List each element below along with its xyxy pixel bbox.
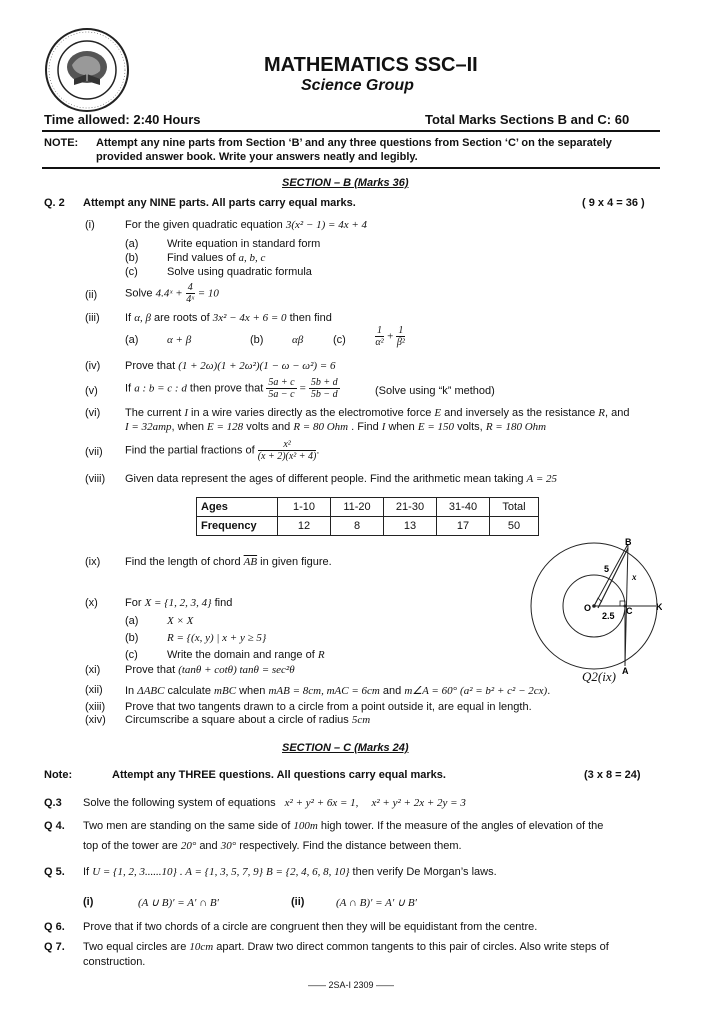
- section-c-heading: SECTION – C (Marks 24): [282, 742, 409, 754]
- part-iv-lead: Prove that: [125, 360, 176, 372]
- label-length-5: 5: [604, 564, 610, 574]
- part-ii-text: [125, 282, 219, 305]
- part-iii-equation: 3x² − 4x + 6 = 0: [212, 312, 287, 324]
- part-x-b-math: R = {(x, y) | x + y ≥ 5}: [167, 632, 267, 644]
- part-iii-text: [125, 312, 332, 324]
- q6-text: Prove that if two chords of a circle are congruent then they will be equidistant from the centre.: [83, 921, 538, 933]
- q4-l2c: respectively. Find the distance between them.: [239, 840, 462, 852]
- part-xii-mbc: mBC: [214, 685, 237, 697]
- q4-l2a: top of the tower are: [83, 840, 178, 852]
- part-iii-c-frac1-den: α²: [375, 337, 384, 348]
- q4-line1: [83, 820, 603, 832]
- part-x-set: X = {1, 2, 3, 4}: [144, 597, 212, 609]
- part-iii-c-label: (c): [333, 334, 346, 346]
- part-xiii-number: (xiii): [85, 701, 106, 713]
- part-iii-if: If: [125, 312, 132, 324]
- part-x-a-math: X × X: [167, 615, 194, 627]
- q5-text: [83, 866, 497, 878]
- label-length-x: x: [632, 572, 637, 582]
- part-x-lead: For: [125, 597, 142, 609]
- q5-tail: then verify De Morgan’s laws.: [352, 866, 497, 878]
- part-v-note: (Solve using “k” method): [375, 385, 495, 397]
- total-marks: Total Marks Sections B and C: 60: [425, 112, 630, 127]
- q7-distance: 10cm: [189, 941, 214, 953]
- part-ii-frac-den: 4ˣ: [186, 294, 195, 305]
- label-length-2-5: 2.5: [602, 611, 615, 621]
- part-vi-l2i: E = 150: [417, 421, 454, 433]
- part-ii-eq-pre: 4.4ˣ +: [155, 287, 183, 300]
- q3-eq1: x² + y² + 6x = 1,: [284, 797, 359, 809]
- part-v-frac2-den: 5b − d: [310, 389, 338, 400]
- part-xii-t4: and: [382, 685, 402, 697]
- q7-line2: construction.: [83, 956, 146, 968]
- table-cell: 50: [490, 517, 539, 536]
- part-vi-l2k: R = 180 Ohm: [485, 421, 547, 433]
- part-iii-number: (iii): [85, 312, 100, 324]
- q4-angle1: 20°: [180, 840, 197, 852]
- part-iii-c-frac2-num: 1: [398, 325, 404, 336]
- part-viii-number: (viii): [85, 473, 106, 485]
- q5-i-equation: (A ∪ B)′ = A′ ∩ B′: [138, 897, 219, 909]
- part-i-b-text: [167, 252, 265, 264]
- time-allowed: Time allowed: 2:40 Hours: [44, 112, 201, 127]
- part-xiv-math: 5cm: [351, 714, 371, 726]
- label-a: A: [622, 666, 629, 676]
- part-xii-number: (xii): [85, 684, 103, 696]
- part-v-if: If: [125, 382, 132, 395]
- q2-marks: ( 9 x 4 = 36 ): [582, 197, 645, 209]
- note-line-1: Attempt any nine parts from Section ‘B’ and any three questions from Section ‘C’ on the separately: [96, 137, 612, 149]
- part-vii-frac-den: (x + 2)(x² + 4): [257, 451, 317, 462]
- table-row: [197, 498, 539, 517]
- part-v-frac1-num: 5a + c: [268, 377, 295, 388]
- label-c: C: [626, 606, 633, 616]
- part-v-equals: =: [299, 382, 306, 395]
- part-v-frac2-num: 5b + d: [310, 377, 338, 388]
- q7-line1: [83, 941, 609, 953]
- part-vi-l2a: I = 32amp: [125, 421, 172, 433]
- part-xiv-text: [125, 714, 370, 726]
- part-viii-lead: Given data represent the ages of different people. Find the arithmetic mean taking: [125, 473, 524, 485]
- part-xii-t3: when: [239, 685, 266, 697]
- part-ix-text: [125, 556, 332, 568]
- part-xii-formula: (a² = b² + c² − 2cx): [460, 685, 548, 697]
- exam-subtitle: Science Group: [301, 77, 414, 94]
- board-seal-icon: [44, 27, 130, 113]
- q4-l1a: Two men are standing on the same side of: [83, 820, 291, 832]
- q2-instruction: Attempt any NINE parts. All parts carry equal marks.: [83, 197, 356, 209]
- part-xii-sides: mAB = 8cm, mAC = 6cm: [268, 685, 380, 697]
- table-cell: Total: [490, 498, 539, 517]
- paper-code: —— 2SA-I 2309 ——: [308, 980, 395, 990]
- part-xiv-number: (xiv): [85, 714, 106, 726]
- part-iii-mid: are roots of: [154, 312, 210, 324]
- part-x-c-math: R: [317, 649, 325, 661]
- table-cell: 31-40: [437, 498, 490, 517]
- part-i-text: [125, 219, 367, 231]
- part-ii-fraction: [186, 282, 195, 305]
- part-ix-chord: $\overline{AB}$: [243, 556, 258, 568]
- q4-l2b: and: [199, 840, 218, 852]
- table-cell: 1-10: [278, 498, 331, 517]
- part-xi-number: (xi): [85, 664, 101, 676]
- table-cell: Ages: [197, 498, 278, 517]
- section-c-note-label: Note:: [44, 769, 73, 781]
- part-vi-l2e: R = 80 Ohm: [293, 421, 349, 433]
- q5-set-a: . A = {1, 3, 5, 7, 9}: [179, 866, 263, 878]
- part-iv-text: [125, 360, 335, 372]
- q5-ii-label: (ii): [291, 896, 305, 908]
- q4-line2: [83, 840, 462, 852]
- part-ix-number: (ix): [85, 556, 101, 568]
- part-x-c-text: [167, 649, 325, 661]
- q5-set-b: B = {2, 4, 6, 8, 10}: [266, 866, 350, 878]
- part-i-b-lead: Find values of: [167, 252, 236, 264]
- part-vi-l1b: in a wire varies directly as the electromotive force: [191, 407, 432, 419]
- part-xii-triangle: ΔABC: [137, 685, 165, 697]
- part-v-ratio: a : b = c : d: [134, 382, 187, 395]
- part-vi-line2: [125, 421, 546, 433]
- note-line-2: provided answer book. Write your answers neatly and legibly.: [96, 151, 418, 163]
- figure-caption: Q2(ix): [582, 669, 616, 684]
- part-iii-c-frac2-den: β²: [396, 337, 405, 348]
- part-i-number: (i): [85, 219, 95, 231]
- q4-number: Q 4.: [44, 820, 65, 832]
- part-iii-b-math: αβ: [292, 334, 304, 346]
- part-v-frac1: [266, 377, 296, 400]
- part-xi-text: [125, 664, 295, 676]
- part-xiv-lead: Circumscribe a square about a circle of radius: [125, 714, 349, 726]
- table-cell: 11-20: [331, 498, 384, 517]
- part-vi-number: (vi): [85, 407, 101, 419]
- part-i-c-text: Solve using quadratic formula: [167, 266, 312, 278]
- part-vii-text: Find the partial fractions of $\frac{\text{x²}}{\text{(x + 2)(x² + 4)}}$ .: [125, 439, 320, 462]
- part-i-lead: For the given quadratic equation: [125, 219, 283, 231]
- part-vi-I: I: [184, 407, 188, 419]
- part-i-b-label: (b): [125, 252, 139, 264]
- q7-l1b: apart. Draw two direct common tangents to this pair of circles. Also write steps of: [216, 941, 609, 953]
- q3-lead: Solve the following system of equations: [83, 797, 276, 809]
- part-vi-l1c: and inversely as the resistance: [444, 407, 596, 419]
- part-x-b-label: (b): [125, 632, 139, 644]
- table-cell: 17: [437, 517, 490, 536]
- part-x-a-label: (a): [125, 615, 139, 627]
- part-vi-E: E: [434, 407, 442, 419]
- q5-if: If: [83, 866, 90, 878]
- part-vi-l2c: E = 128: [207, 421, 244, 433]
- q7-l1a: Two equal circles are: [83, 941, 187, 953]
- part-iv-equation: (1 + 2ω)(1 + 2ω²)(1 − ω − ω²) = 6: [178, 360, 336, 372]
- tangent-seg: [598, 548, 628, 608]
- part-iii-c-frac2: [396, 325, 405, 348]
- part-vi-R: R: [598, 407, 605, 419]
- label-o: O: [584, 603, 592, 613]
- q7-number: Q 7.: [44, 941, 65, 953]
- part-i-b-math: a, b, c: [238, 252, 266, 264]
- board-logo: [44, 27, 130, 113]
- table-cell: Frequency: [197, 517, 278, 536]
- part-xi-lead: Prove that: [125, 664, 176, 676]
- part-vi-l2h: when: [388, 421, 415, 433]
- section-b-heading: SECTION – B (Marks 36): [282, 177, 409, 189]
- q3-number: Q.3: [44, 797, 62, 809]
- part-vii-fraction: [258, 439, 317, 462]
- label-b: B: [625, 537, 632, 547]
- table-cell: 21-30: [384, 498, 437, 517]
- part-ii-frac-num: 4: [187, 282, 193, 293]
- part-vii-number: (vii): [85, 446, 103, 458]
- part-v-mid: then prove that: [189, 382, 264, 395]
- part-vii-frac-num: x²: [258, 439, 317, 451]
- part-x-c-label: (c): [125, 649, 138, 661]
- part-v-text: [125, 377, 340, 400]
- table-cell: 8: [331, 517, 384, 536]
- part-ix-tail: in given figure.: [260, 556, 332, 568]
- table-cell: 13: [384, 517, 437, 536]
- part-ii-eq-post: = 10: [197, 287, 219, 300]
- circle-chord-diagram: [528, 536, 662, 676]
- part-xii-t2: calculate: [167, 685, 211, 697]
- part-v-number: (v): [85, 385, 98, 397]
- frequency-table: [196, 497, 539, 536]
- part-x-c-lead: Write the domain and range of: [167, 649, 315, 661]
- part-xii-text: In ΔABC calculate mBC when mAB = 8cm, mAC = 6cm and m∠A = 60° (a² = b² + c² − 2cx).: [125, 685, 551, 697]
- part-vi-l2b: , when: [171, 421, 204, 433]
- q5-i-label: (i): [83, 896, 94, 908]
- part-i-a-text: Write equation in standard form: [167, 238, 321, 250]
- section-c-marks: (3 x 8 = 24): [584, 769, 641, 781]
- part-iii-c-plus: +: [387, 330, 394, 343]
- part-vi-l1a: The current: [125, 407, 182, 419]
- part-viii-math: A = 25: [526, 473, 557, 485]
- part-iii-a-math: α + β: [167, 334, 192, 346]
- part-x-tail: find: [214, 597, 233, 609]
- part-i-c-label: (c): [125, 266, 138, 278]
- q4-l1b: high tower. If the measure of the angles of elevation of the: [320, 820, 604, 832]
- part-vi-l2g: I: [381, 421, 386, 433]
- section-c-note-text: Attempt any THREE questions. All questions carry equal marks.: [112, 769, 446, 781]
- part-xiii-text: Prove that two tangents drawn to a circle from a point outside it, are equal in length.: [125, 701, 532, 713]
- part-xii-t1: In: [125, 685, 135, 697]
- part-x-text: [125, 597, 232, 609]
- part-xi-equation: (tanθ + cotθ) tanθ = sec²θ: [178, 664, 295, 676]
- q3-text: [83, 797, 466, 809]
- q4-height: 100m: [293, 820, 318, 832]
- q2-number: Q. 2: [44, 197, 65, 209]
- note-label: NOTE:: [44, 137, 79, 149]
- header-rule-bottom: [42, 167, 660, 169]
- q5-ii-equation: (A ∩ B)′ = A′ ∪ B′: [336, 897, 417, 909]
- part-iii-tail: then find: [289, 312, 332, 324]
- part-vi-l2f: . Find: [351, 421, 379, 433]
- part-viii-text: [125, 473, 557, 485]
- part-iii-a-label: (a): [125, 334, 139, 346]
- part-vi-l2j: volts,: [457, 421, 483, 433]
- part-x-number: (x): [85, 597, 98, 609]
- part-v-frac1-den: 5a − c: [268, 389, 295, 400]
- part-ii-lead: Solve: [125, 287, 153, 300]
- part-iii-c-math: [375, 325, 405, 348]
- q6-number: Q 6.: [44, 921, 65, 933]
- part-iii-b-label: (b): [250, 334, 264, 346]
- part-xii-angle: m∠A = 60°: [404, 685, 457, 697]
- part-iii-c-frac1-num: 1: [377, 325, 382, 336]
- label-k: K: [656, 602, 662, 612]
- part-ix-lead: Find the length of chord: [125, 556, 241, 568]
- exam-title: MATHEMATICS SSC–II: [264, 54, 478, 76]
- part-vi-l2d: volts and: [246, 421, 291, 433]
- part-i-equation: 3(x² − 1) = 4x + 4: [285, 219, 368, 231]
- part-iv-number: (iv): [85, 360, 101, 372]
- q3-eq2: x² + y² + 2x + 2y = 3: [371, 797, 466, 809]
- part-vi-line1: [125, 407, 629, 419]
- part-ii-number: (ii): [85, 289, 98, 301]
- part-iii-roots: α, β: [134, 312, 151, 324]
- header-rule-top: [42, 130, 660, 132]
- part-vi-l1d: , and: [605, 407, 630, 419]
- table-row: [197, 517, 539, 536]
- q5-number: Q 5.: [44, 866, 65, 878]
- q2-ix-figure: [528, 536, 662, 676]
- q5-set-u: U = {1, 2, 3......10}: [92, 866, 177, 878]
- part-i-a-label: (a): [125, 238, 139, 250]
- part-vii-lead: Find the partial fractions of: [125, 444, 255, 457]
- part-v-frac2: [309, 377, 340, 400]
- part-iii-c-frac1: [375, 325, 384, 348]
- table-cell: 12: [278, 517, 331, 536]
- q4-angle2: 30°: [220, 840, 237, 852]
